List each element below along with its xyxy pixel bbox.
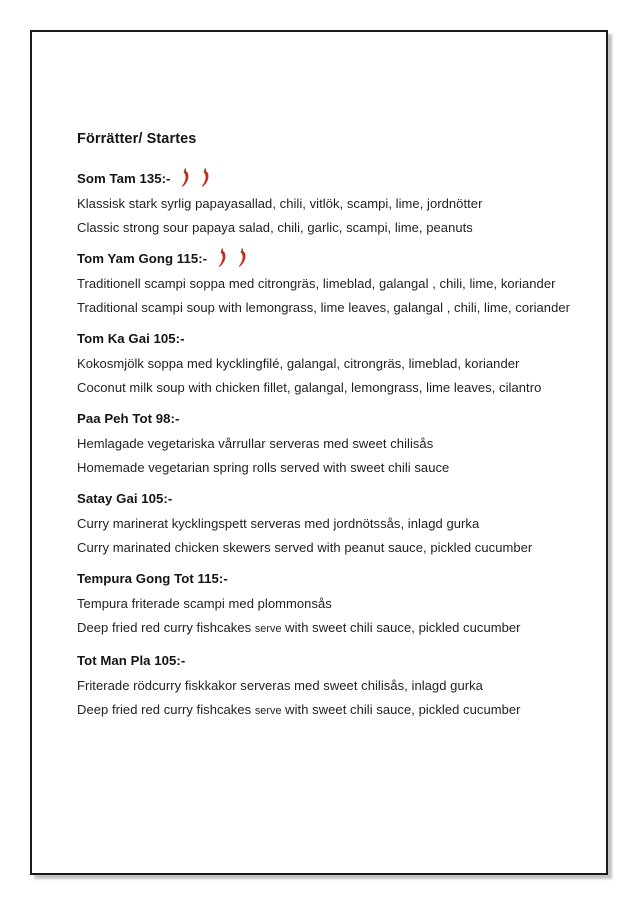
description-run: Deep fried red curry fishcakes: [77, 701, 255, 717]
menu-item-description-en: [77, 456, 577, 480]
menu-item-header: [77, 168, 577, 190]
chili-pepper-icon: [238, 248, 249, 268]
spice-level-indicator: [218, 248, 249, 268]
menu-item: [77, 248, 577, 319]
menu-item-description-sv: Klassisk stark syrlig papayasallad, chili, vitlök, scampi, lime, jordnötter: [77, 196, 483, 211]
menu-item-header: [77, 408, 577, 430]
menu-item: [77, 168, 577, 239]
menu-item-description-en: [77, 698, 577, 724]
menu-item-list: [77, 168, 577, 723]
menu-item-description-en: [77, 376, 577, 400]
menu-item-header: [77, 650, 577, 672]
menu-item-header: [77, 488, 577, 510]
description-run: with sweet chili sauce, pickled cucumber: [281, 619, 521, 635]
description-run: Traditional scampi soup with lemongrass, lime leaves, galangal , chili, lime, coriander: [77, 299, 571, 315]
menu-item-description-en: [77, 616, 577, 642]
spice-level-indicator: [181, 168, 212, 188]
chili-pepper-icon: [201, 168, 212, 188]
menu-item-description-en: [77, 296, 577, 320]
menu-item-name: Som Tam 135:-: [77, 171, 171, 186]
menu-item-header: [77, 568, 577, 590]
description-small-run: serve: [254, 704, 282, 717]
menu-item-description-sv: Traditionell scampi soppa med citrongräs, limeblad, galangal , chili, lime, koriander: [77, 276, 556, 291]
menu-item-description-en: [77, 216, 577, 240]
menu-item: [77, 568, 577, 641]
section-title: Förrätter/ Startes: [77, 131, 197, 147]
menu-item-header: [77, 248, 577, 270]
chili-pepper-icon: [181, 168, 192, 188]
menu-item-name: Tempura Gong Tot 115:-: [77, 571, 228, 586]
menu-item-description-sv: Curry marinerat kycklingspett serveras med jordnötssås, inlagd gurka: [77, 516, 480, 531]
menu-item: [77, 328, 577, 399]
description-run: Coconut milk soup with chicken fillet, galangal, lemongrass, lime leaves, cilantro: [77, 379, 542, 395]
menu-item-name: Paa Peh Tot 98:-: [77, 411, 180, 426]
menu-item-name: Satay Gai 105:-: [77, 491, 173, 506]
menu-item-description-sv: Tempura friterade scampi med plommonsås: [77, 596, 332, 611]
description-run: Curry marinated chicken skewers served with peanut sauce, pickled cucumber: [77, 539, 533, 555]
menu-item: [77, 650, 577, 723]
description-run: Deep fried red curry fishcakes: [77, 619, 255, 635]
menu-item-description-sv: Hemlagade vegetariska vårrullar serveras med sweet chilisås: [77, 436, 434, 451]
menu-content: [77, 130, 577, 732]
menu-item-header: [77, 328, 577, 350]
menu-item-description-sv: Friterade rödcurry fiskkakor serveras med sweet chilisås, inlagd gurka: [77, 678, 483, 693]
menu-item-name: Tom Ka Gai 105:-: [77, 331, 185, 346]
menu-item-description-en: [77, 536, 577, 560]
chili-pepper-icon: [218, 248, 229, 268]
menu-item: [77, 488, 577, 559]
menu-item-name: Tom Yam Gong 115:-: [77, 251, 208, 266]
menu-item-name: Tot Man Pla 105:-: [77, 653, 186, 668]
menu-page-sheet: [30, 30, 608, 875]
menu-item-description-sv: Kokosmjölk soppa med kycklingfilé, galangal, citrongräs, limeblad, koriander: [77, 356, 520, 371]
description-run: Classic strong sour papaya salad, chili, garlic, scampi, lime, peanuts: [77, 219, 473, 235]
description-run: with sweet chili sauce, pickled cucumber: [281, 701, 521, 717]
description-small-run: serve: [254, 622, 282, 635]
description-run: Homemade vegetarian spring rolls served with sweet chili sauce: [77, 459, 450, 475]
menu-item: [77, 408, 577, 479]
